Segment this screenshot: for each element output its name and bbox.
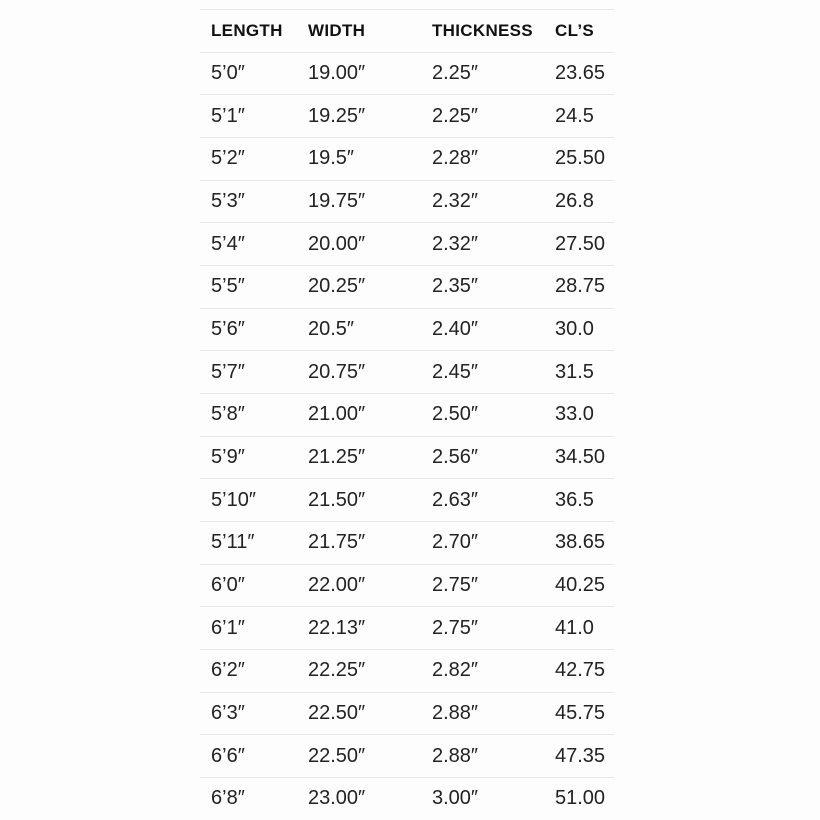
table-row [200,436,614,479]
table-row [200,606,614,649]
cell-length: 5’11″ [211,531,255,554]
cell-thickness: 2.82″ [432,659,479,682]
cell-width: 22.50″ [308,744,366,767]
cell-width: 20.5″ [308,318,355,341]
cell-width: 22.00″ [308,574,366,597]
cell-length: 5’2″ [211,147,245,170]
cell-cls: 27.50 [555,232,606,255]
cell-thickness: 2.45″ [432,360,479,383]
cell-length: 6’8″ [211,787,245,810]
cell-cls: 42.75 [555,659,606,682]
cell-thickness: 2.63″ [432,488,479,511]
cell-cls: 41.0 [555,616,594,639]
cell-cls: 25.50 [555,147,606,170]
cell-thickness: 2.40″ [432,318,479,341]
cell-length: 5’8″ [211,403,245,426]
cell-length: 5’4″ [211,232,245,255]
header-cell-cls: CL’S [555,20,594,40]
table-row [200,222,614,265]
cell-cls: 40.25 [555,574,606,597]
cell-thickness: 2.88″ [432,702,479,725]
cell-width: 19.5″ [308,147,355,170]
table-row [200,52,614,95]
cell-cls: 28.75 [555,275,606,298]
cell-thickness: 2.35″ [432,275,479,298]
cell-width: 22.50″ [308,702,366,725]
cell-thickness: 2.75″ [432,574,479,597]
cell-thickness: 2.25″ [432,62,479,84]
cell-length: 5’5″ [211,275,245,298]
cell-thickness: 2.32″ [432,190,479,213]
cell-width: 21.25″ [308,446,366,469]
cell-thickness: 2.25″ [432,104,479,127]
cell-width: 22.25″ [308,659,366,682]
cell-cls: 23.65 [555,62,606,84]
cell-cls: 24.5 [555,104,594,127]
cell-length: 5’0″ [211,62,245,84]
table-row [200,350,614,393]
cell-length: 5’1″ [211,104,245,127]
cell-length: 6’1″ [211,616,245,639]
table-row [200,265,614,308]
table-row [200,521,614,564]
cell-thickness: 2.28″ [432,147,479,170]
cell-length: 5’9″ [211,446,245,469]
table-row [200,94,614,137]
cell-thickness: 2.88″ [432,744,479,767]
table-row [200,649,614,692]
cell-cls: 36.5 [555,488,594,511]
cell-length: 6’6″ [211,744,245,767]
cell-cls: 26.8 [555,190,594,213]
table-row [200,137,614,180]
table-row [200,393,614,436]
cell-cls: 31.5 [555,360,594,383]
table-header-row [200,9,614,52]
table-row [200,734,614,777]
cell-width: 21.50″ [308,488,366,511]
cell-thickness: 2.56″ [432,446,479,469]
cell-width: 21.00″ [308,403,366,426]
table-body [200,52,614,820]
cell-width: 20.25″ [308,275,366,298]
cell-width: 21.75″ [308,531,366,554]
size-chart-table [200,0,614,820]
cell-width: 19.25″ [308,104,366,127]
cell-width: 20.75″ [308,360,366,383]
cell-cls: 38.65 [555,531,606,554]
cell-thickness: 2.70″ [432,531,479,554]
cell-thickness: 2.32″ [432,232,479,255]
cell-cls: 30.0 [555,318,594,341]
table-row [200,777,614,820]
cell-cls: 34.50 [555,446,606,469]
cell-length: 6’0″ [211,574,245,597]
cell-thickness: 3.00″ [432,787,479,810]
table-row [200,180,614,223]
cell-length: 5’6″ [211,318,245,341]
cell-width: 22.13″ [308,616,366,639]
table-row [200,308,614,351]
cell-length: 5’7″ [211,360,245,383]
cell-cls: 51.00 [555,787,606,810]
cell-width: 20.00″ [308,232,366,255]
cell-width: 19.75″ [308,190,366,213]
table-row [200,692,614,735]
header-cell-length: LENGTH [211,20,283,40]
cell-cls: 47.35 [555,744,606,767]
cell-length: 6’2″ [211,659,245,682]
header-cell-thickness: THICKNESS [432,20,533,40]
table-row [200,478,614,521]
cell-thickness: 2.50″ [432,403,479,426]
cell-cls: 33.0 [555,403,594,426]
cell-length: 6’3″ [211,702,245,725]
cell-width: 19.00″ [308,62,366,84]
cell-width: 23.00″ [308,787,366,810]
cell-length: 5’10″ [211,488,256,511]
header-cell-width: WIDTH [308,20,366,40]
cell-cls: 45.75 [555,702,606,725]
cell-thickness: 2.75″ [432,616,479,639]
table-row [200,564,614,607]
cell-length: 5’3″ [211,190,245,213]
